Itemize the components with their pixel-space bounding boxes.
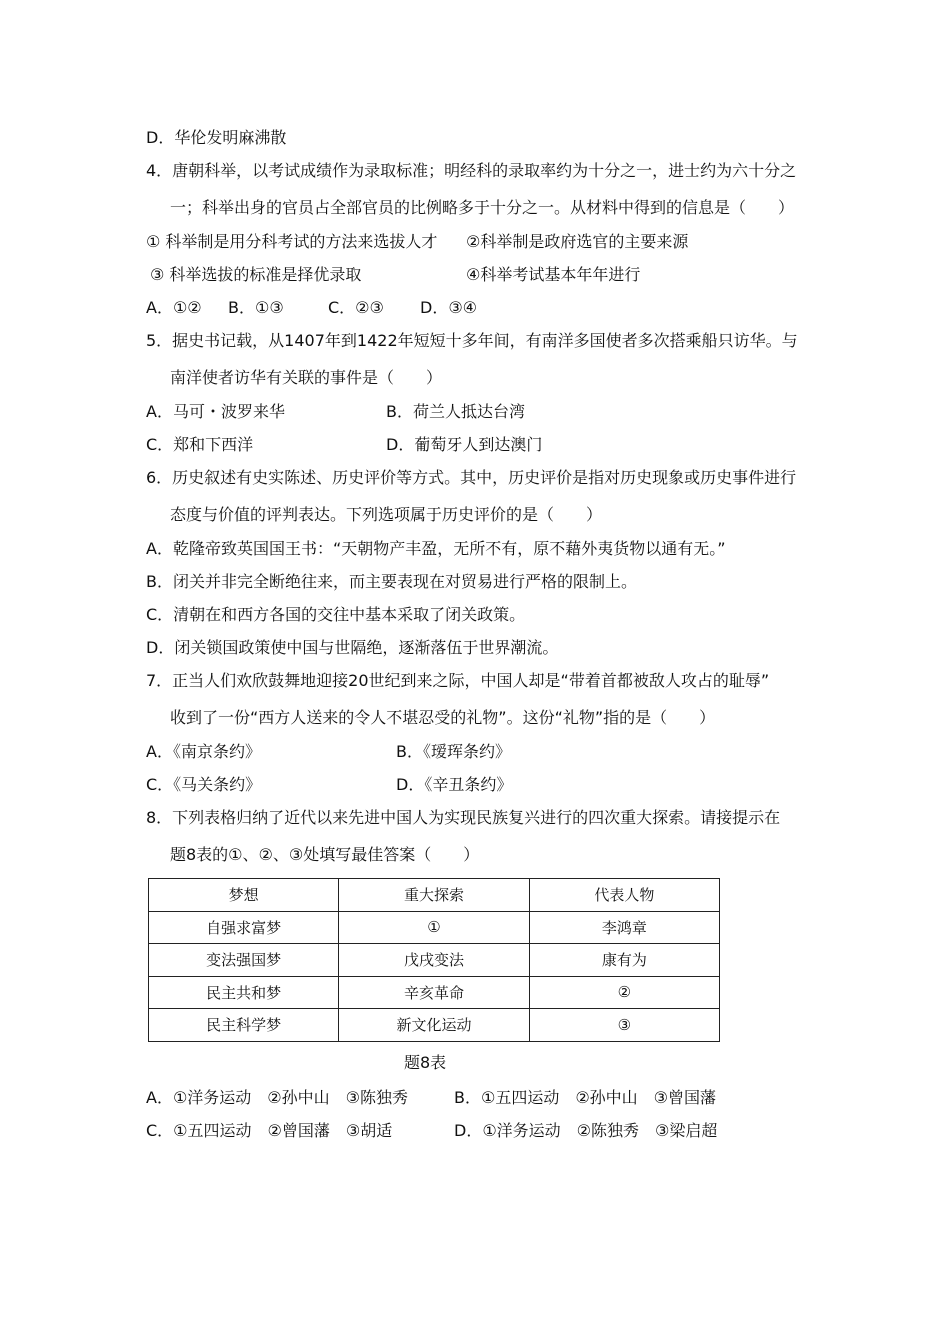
q4-statement-1: ① 科举制是用分科考试的方法来选拔人才 (146, 232, 438, 251)
q6-option-d: D．闭关锁国政策使中国与世隔绝，逐渐落伍于世界潮流。 (146, 638, 559, 657)
table-cell: 变法强国梦 (149, 944, 339, 977)
q7-option-b: B．《瑷珲条约》 (396, 742, 511, 761)
q5-option-b: B．荷兰人抵达台湾 (386, 402, 525, 421)
q4-option-b: B．①③ (228, 298, 284, 317)
q8-stem-line1: 8．下列表格归纳了近代以来先进中国人为实现民族复兴进行的四次重大探索。请接提示在 (146, 808, 781, 827)
table-row (149, 1009, 720, 1042)
q6-option-b: B．闭关并非完全断绝往来，而主要表现在对贸易进行严格的限制上。 (146, 572, 637, 591)
q6-stem-line2: 态度与价值的评判表达。下列选项属于历史评价的是（ ） (170, 505, 603, 524)
table-header-row (149, 879, 720, 912)
table-header-cell: 梦想 (149, 879, 339, 912)
q4-option-d: D．③④ (420, 298, 478, 317)
table-cell: 辛亥革命 (339, 976, 529, 1009)
table-cell: 康有为 (529, 944, 719, 977)
table-cell: ② (529, 976, 719, 1009)
q6-option-a: A．乾隆帝致英国国王书：“天朝物产丰盈，无所不有，原不藉外夷货物以通有无。” (146, 539, 726, 558)
table-cell: ① (339, 911, 529, 944)
q8-stem-line2: 题8表的①、②、③处填写最佳答案（ ） (170, 845, 480, 864)
q8-table (148, 878, 720, 1042)
q8-option-a: A．①洋务运动 ②孙中山 ③陈独秀 (146, 1088, 408, 1107)
q4-option-a: A．①② (146, 298, 202, 317)
table-cell: 自强求富梦 (149, 911, 339, 944)
table-cell: 李鸿章 (529, 911, 719, 944)
table-row (149, 911, 720, 944)
table-header-cell: 代表人物 (529, 879, 719, 912)
q7-option-d: D．《辛丑条约》 (396, 775, 513, 794)
q4-option-c: C．②③ (328, 298, 384, 317)
q5-stem-line1: 5．据史书记载，从1407年到1422年短短十多年间，有南洋多国使者多次搭乘船只访华。与 (146, 331, 798, 350)
q5-option-a: A．马可・波罗来华 (146, 402, 285, 421)
q5-stem-line2: 南洋使者访华有关联的事件是（ ） (170, 368, 443, 387)
table-cell: ③ (529, 1009, 719, 1042)
q8-option-b: B．①五四运动 ②孙中山 ③曾国藩 (454, 1088, 717, 1107)
q7-stem-line2: 收到了一份“西方人送来的令人不堪忍受的礼物”。这份“礼物”指的是（ ） (170, 708, 716, 727)
q7-option-a: A．《南京条约》 (146, 742, 261, 761)
q4-stem-line1: 4．唐朝科举，以考试成绩作为录取标准；明经科的录取率约为十分之一，进士约为六十分之 (146, 161, 797, 180)
q6-stem-line1: 6．历史叙述有史实陈述、历史评价等方式。其中，历史评价是指对历史现象或历史事件进行 (146, 468, 797, 487)
q4-statement-2: ②科举制是政府选官的主要来源 (466, 232, 689, 251)
q8-option-d: D．①洋务运动 ②陈独秀 ③梁启超 (454, 1121, 718, 1140)
q5-option-d: D．葡萄牙人到达澳门 (386, 435, 543, 454)
table-cell: 民主共和梦 (149, 976, 339, 1009)
q7-option-c: C．《马关条约》 (146, 775, 262, 794)
q6-option-c: C．清朝在和西方各国的交往中基本采取了闭关政策。 (146, 605, 526, 624)
q7-stem-line1: 7．正当人们欢欣鼓舞地迎接20世纪到来之际，中国人却是“带着首都被敌人攻占的耻辱” (146, 671, 770, 690)
table-row (149, 976, 720, 1009)
table-caption: 题8表 (404, 1053, 447, 1072)
q4-statement-4: ④科举考试基本年年进行 (466, 265, 641, 284)
table-row (149, 944, 720, 977)
table-cell: 民主科学梦 (149, 1009, 339, 1042)
table-cell: 新文化运动 (339, 1009, 529, 1042)
q4-stem-line2: 一；科举出身的官员占全部官员的比例略多于十分之一。从材料中得到的信息是（ ） (170, 198, 795, 217)
q8-option-c: C．①五四运动 ②曾国藩 ③胡适 (146, 1121, 393, 1140)
table-header-cell: 重大探索 (339, 879, 529, 912)
q5-option-c: C．郑和下西洋 (146, 435, 254, 454)
q3-option-d: D．华伦发明麻沸散 (146, 128, 287, 147)
q4-statement-3: ③ 科举选拔的标准是择优录取 (150, 265, 362, 284)
table-cell: 戊戌变法 (339, 944, 529, 977)
